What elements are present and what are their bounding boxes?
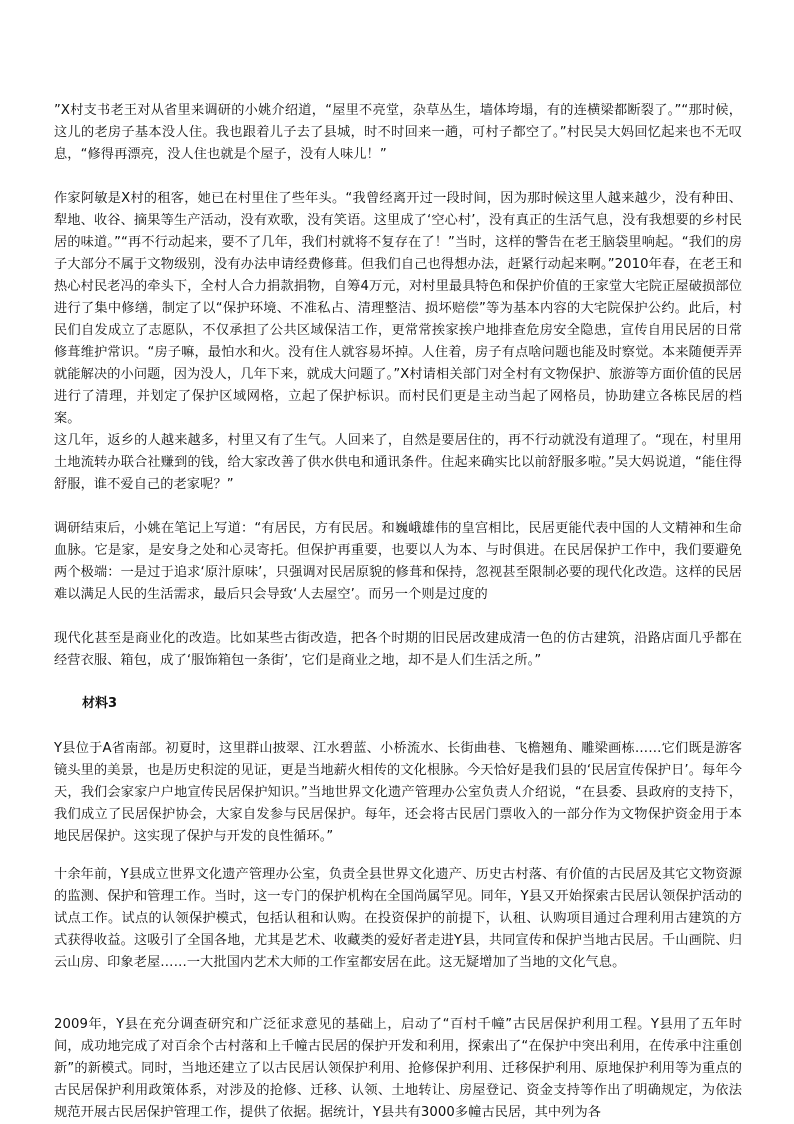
paragraph-heritage-office: 十余年前，Y县成立世界文化遗产管理办公室，负责全县世界文化遗产、历史古村落、有价值的古民居及其它文物资源的监测、保护和管理工作。当时，这一专门的保护机构在全国尚属罕见。同年，Y县又开始探索古民居认领保护活动的试点工作。试点的认领保护模式，包括认租和认购。在投资保护的前提下，认租、认购项目通过合理利用古建筑的方式获得收益。这吸引了全国各地，尤其是艺术、收藏类的爱好者走进Y县，共同宣传和保护当地古民居。千山画院、归云山房、印象老屋……一大批国内艺术大师的工作室都安居在此。这无疑增加了当地的文化气息。 (54, 867, 742, 970)
paragraph-hundred-villages-project: 2009年，Y县在充分调查研究和广泛征求意见的基础上，启动了“百村千幢”古民居保护利用工程。Y县用了五年时间，成功地完成了对百余个古村落和上千幢古民居的保护开发和利用，探索出了“在保护中突出利用，在传承中注重创新”的新模式。同时，当地还建立了以古民居认领保护利用、抢修保护利用、迁移保护利用、原地保护利用等为重点的古民居保护利用政策体系，对涉及的抢修、迁移、认领、土地转让、房屋登记、资金支持等作出了明确规定，为依法规范开展古民居保护管理工作，提供了依据。据统计，Y县共有3000多幢古民居，其中列为各 (54, 1017, 742, 1120)
paragraph-writer-amin: 作家阿敏是X村的租客，她已在村里住了些年头。“我曾经离开过一段时间，因为那时候这里人越来越少，没有种田、犁地、收谷、摘果等生产活动，没有欢歌，没有笑语。这里成了‘空心村’，没有真正的生活气息，没有我想要的乡村民居的味道。”“再不行动起来，要不了几年，我们村就将不复存在了！”当时，这样的警告在老王脑袋里响起。“我们的房子大部分不属于文物级别，没有办法申请经费修葺。但我们自己也得想办法，赶紧行动起来啊。”2010年春，在老王和热心村民老冯的牵头下，全村人合力捐款捐物，自筹4万元，对村里最具特色和保护价值的王家堂大宅院正屋破损部位进行了集中修缮，制定了以“保护环境、不准私占、清理整洁、损坏赔偿”等为基本内容的大宅院保护公约。此后，村民们自发成立了志愿队，不仅承担了公共区域保洁工作，更常常挨家挨户地排查危房安全隐患，宣传自用民居的日常修葺维护常识。“房子嘛，最怕水和火。没有住人就容易坏掉。人住着，房子有点啥问题也能及时察觉。本来随便弄弄就能解决的小问题，因为没人，几年下来，就成大问题了。”X村请相关部门对全村有文物保护、旅游等方面价值的民居进行了清理，并划定了保护区域网格，立起了保护标识。而村民们更是主动当起了网格员，协助建立各栋民居的档案。 (54, 191, 742, 426)
paragraph-returnees: 这几年，返乡的人越来越多，村里又有了生气。人回来了，自然是要居住的，再不行动就没有道理了。“现在，村里用土地流转办联合社赚到的钱，给大家改善了供水供电和通讯条件。住起来确实比以前舒服多啦。”吴大妈说道，“能住得舒服，谁不爱自己的老家呢？” (54, 433, 742, 492)
section-heading-material-3: 材料3 (82, 696, 118, 711)
paragraph-over-modernization: 现代化甚至是商业化的改造。比如某些古街改造，把各个时期的旧民居改建成清一色的仿古建筑，沿路店面几乎都在经营衣服、箱包，成了‘服饰箱包一条街’，它们是商业之地，却不是人们生活之所。” (54, 631, 742, 668)
paragraph-survey-notes: 调研结束后，小姚在笔记上写道：“有居民，方有民居。和巍峨雄伟的皇宫相比，民居更能代表中国的人文精神和生命血脉。它是家，是安身之处和心灵寄托。但保护再重要，也要以人为本、与时俱进。在民居保护工作中，我们要避免两个极端：一是过于追求‘原汁原味’，只强调对民居原貌的修葺和保持，忽视甚至限制必要的现代化改造。这样的民居难以满足人民的生活需求，最后只会导致‘人去屋空’。而另一个则是过度的 (54, 521, 742, 602)
paragraph-village-secretary-intro: ”X村支书老王对从省里来调研的小姚介绍道，“屋里不亮堂，杂草丛生，墙体垮塌，有的连横梁都断裂了。”“那时候，这儿的老房子基本没人住。我也跟着儿子去了县城，时不时回来一趟，可村子都空了。”村民吴大妈回忆起来也不无叹息，“修得再漂亮，没人住也就是个屋子，没有人味儿！” (54, 103, 742, 162)
paragraph-county-y-intro: Y县位于A省南部。初夏时，这里群山披翠、江水碧蓝、小桥流水、长街曲巷、飞檐翘角、雕梁画栋……它们既是游客镜头里的美景，也是历史积淀的见证，更是当地薪火相传的文化根脉。今天恰好是我们县的‘民居宣传保护日’。每年今天，我们会家家户户地宣传民居保护知识。”当地世界文化遗产管理办公室负责人介绍说，“在县委、县政府的支持下，我们成立了民居保护协会，大家自发参与民居保护。每年，还会将古民居门票收入的一部分作为文物保护资金用于本地民居保护。这实现了保护与开发的良性循环。” (54, 741, 742, 844)
